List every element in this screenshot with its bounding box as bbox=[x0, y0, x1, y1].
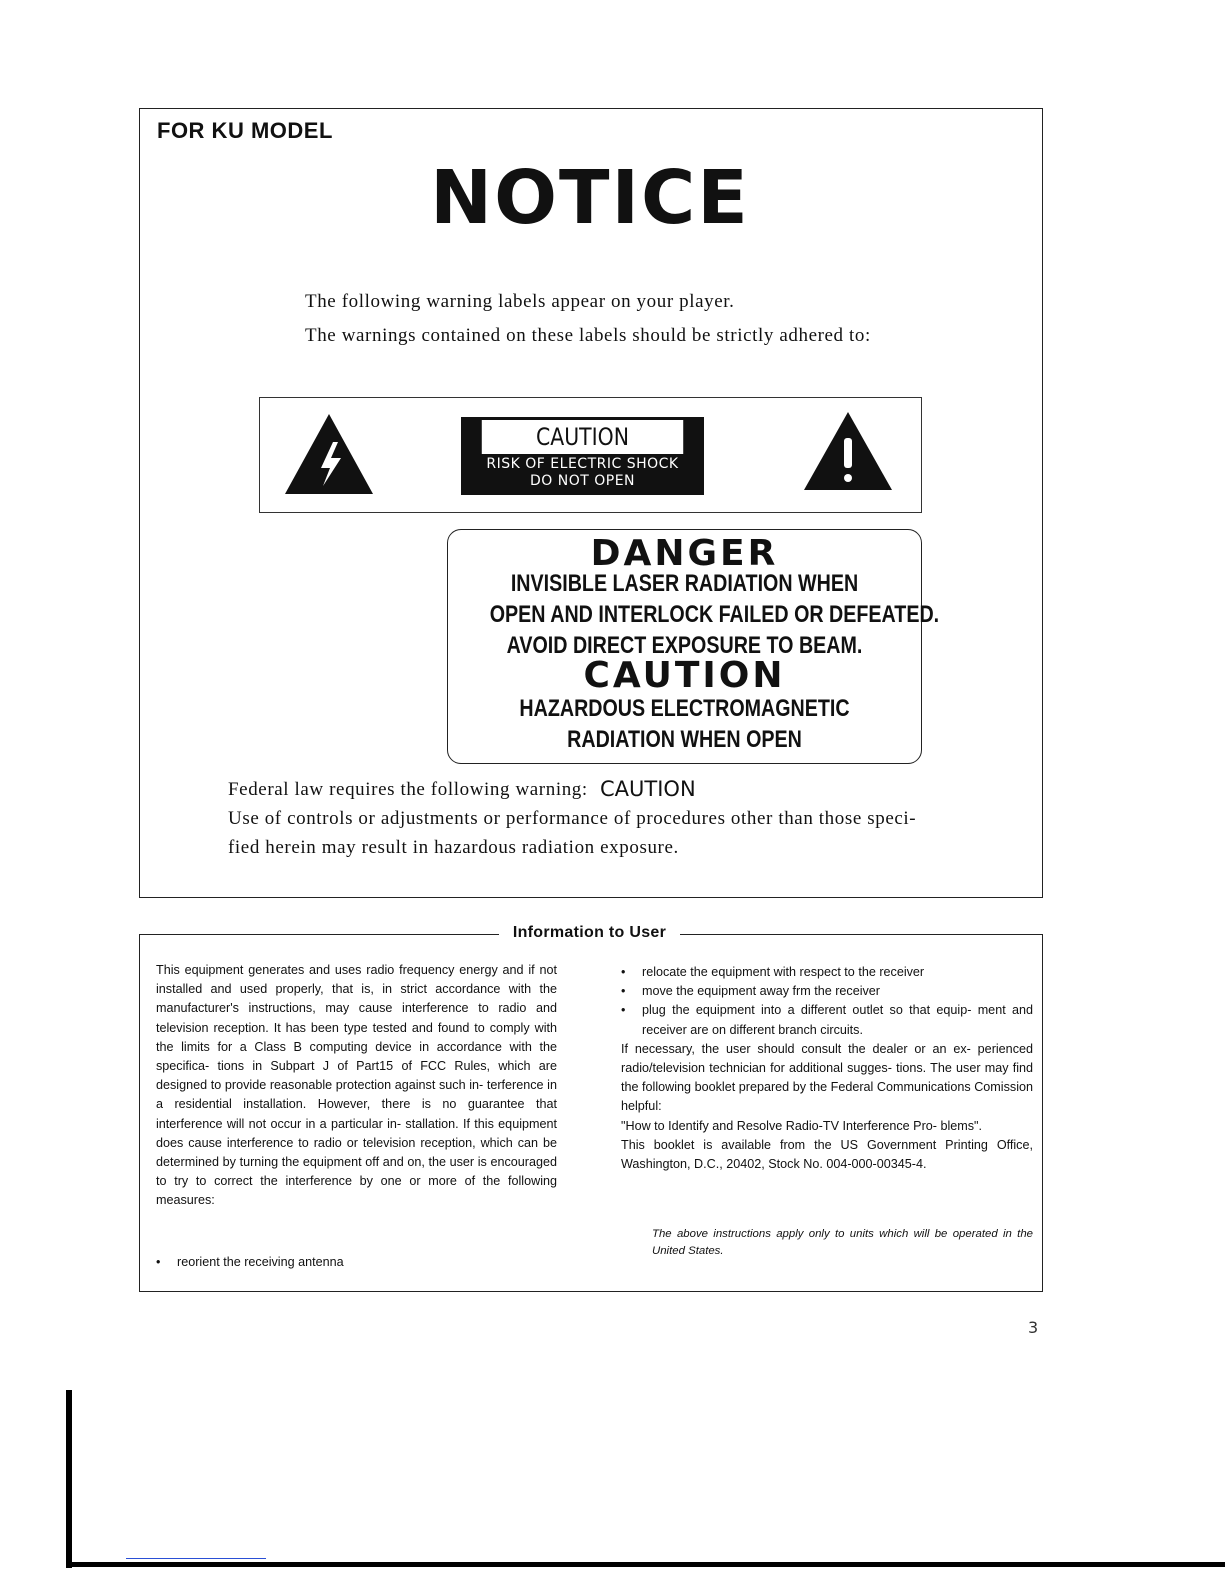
danger-line-3: AVOID DIRECT EXPOSURE TO BEAM. bbox=[506, 632, 863, 659]
scan-edge-bottom bbox=[66, 1562, 1225, 1567]
caution-plate-heading: CAUTION bbox=[482, 420, 683, 454]
federal-warning-line-1: Federal law requires the following warning: bbox=[228, 779, 588, 800]
scan-edge-left bbox=[66, 1390, 72, 1568]
page-number: 3 bbox=[1028, 1318, 1039, 1337]
bullet-text: move the equipment away frm the receiver bbox=[642, 984, 880, 999]
information-right-column bbox=[621, 963, 1033, 1174]
model-label: FOR KU MODEL bbox=[157, 118, 333, 143]
information-rule-right bbox=[680, 934, 1043, 935]
danger-line-4: HAZARDOUS ELECTROMAGNETIC bbox=[519, 695, 850, 722]
danger-line-5: RADIATION WHEN OPEN bbox=[567, 726, 802, 753]
bullet-text: reorient the receiving antenna bbox=[177, 1255, 344, 1269]
bullet-icon: • bbox=[621, 965, 626, 979]
intro-line-1: The following warning labels appear on your player. bbox=[305, 291, 735, 312]
scan-edge-mark bbox=[126, 1558, 266, 1559]
bullet-icon: • bbox=[156, 1255, 161, 1269]
bullet-icon: • bbox=[621, 1003, 626, 1018]
notice-title: NOTICE bbox=[430, 155, 750, 241]
federal-warning-line-3: fied herein may result in hazardous radiation exposure. bbox=[228, 837, 679, 858]
bullet-text: plug the equipment into a different outlet so that equip- ment and receiver are on different branch circuits. bbox=[642, 1003, 1033, 1037]
danger-line-2: OPEN AND INTERLOCK FAILED OR DEFEATED. bbox=[489, 601, 940, 628]
caution-plate-line-1: RISK OF ELECTRIC SHOCK bbox=[486, 456, 679, 472]
information-right-paragraph-3: This booklet is available from the US Government Printing Office, Washington, D.C., 20402, Stock No. 004-000-00345-4. bbox=[621, 1137, 1033, 1172]
bullet-icon: • bbox=[621, 984, 626, 999]
electric-shock-warning-icon bbox=[283, 412, 375, 496]
caution-heading: CAUTION bbox=[583, 655, 786, 696]
information-title: Information to User bbox=[512, 924, 667, 941]
information-note: The above instructions apply only to units which will be operated in the United States. bbox=[652, 1228, 1033, 1257]
information-right-paragraph-1: If necessary, the user should consult the dealer or an ex- perienced radio/television technician for additional sugges- tions. The user may find the following booklet prepared by the Federal Communications Comission helpful: bbox=[621, 1041, 1033, 1114]
caution-plate-line-2: DO NOT OPEN bbox=[529, 473, 636, 489]
danger-line-1: INVISIBLE LASER RADIATION WHEN bbox=[510, 570, 859, 597]
federal-warning-line-2: Use of controls or adjustments or performance of procedures other than those speci- bbox=[228, 808, 917, 829]
exclamation-warning-icon bbox=[802, 410, 894, 492]
caution-plate bbox=[461, 417, 704, 495]
federal-caution-word: CAUTION bbox=[600, 777, 696, 801]
intro-line-2: The warnings contained on these labels should be strictly adhered to: bbox=[305, 325, 871, 346]
information-rule-left bbox=[139, 934, 499, 935]
danger-heading: DANGER bbox=[590, 533, 779, 574]
list-item bbox=[621, 963, 1033, 982]
list-item bbox=[621, 982, 1033, 1001]
list-item bbox=[621, 1001, 1033, 1039]
bullet-text: relocate the equipment with respect to the receiver bbox=[642, 965, 925, 979]
information-left-paragraph: This equipment generates and uses radio frequency energy and if not installed and used properly, that is, in strict accordance with the manufacturer's instructions, may cause interference to radio and television reception. It has been type tested and found to comply with the limits for a Class B computing device in accordance with the specifica- tions in Subpart J of Part15 of FCC Rules, which are designed to provide reasonable protection against such in- terference in a residential installation. However, there is no guarantee that interference will not occur in a particular in- stallation. If this equipment does cause interference to radio or television reception, which can be determined by turning the equipment off and on, the user is encouraged to try to correct the interference by one or more of the following measures: bbox=[156, 963, 557, 1208]
information-right-paragraph-2: "How to Identify and Resolve Radio-TV Interference Pro- blems". bbox=[621, 1118, 983, 1133]
